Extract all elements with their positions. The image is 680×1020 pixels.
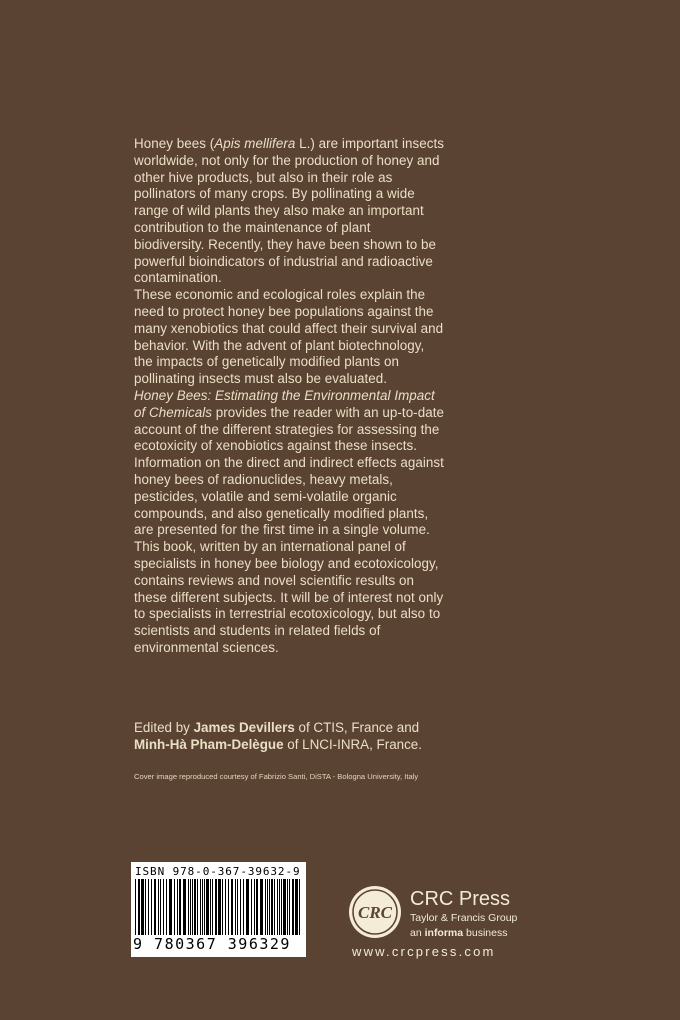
barcode-bar <box>267 879 268 935</box>
barcode-bar <box>240 879 241 935</box>
barcode-bar <box>265 879 266 935</box>
barcode-bar <box>289 879 290 935</box>
barcode-bar <box>243 879 244 935</box>
tag-suffix: business <box>463 927 508 939</box>
barcode-bar <box>190 879 191 935</box>
isbn-label: ISBN 978-0-367-39632-9 <box>135 865 301 878</box>
barcode-bar <box>269 879 270 935</box>
barcode-bar <box>202 879 203 935</box>
barcode-bar <box>274 879 275 935</box>
cover-image-credit: Cover image reproduced courtesy of Fabrizio Santi, DiSTA - Bologna University, Italy <box>134 772 419 781</box>
publisher-tagline <box>410 927 507 939</box>
barcode-bar <box>279 879 280 935</box>
barcode-bar <box>179 879 181 935</box>
barcode-bar <box>260 879 263 935</box>
crc-logo-text: CRC <box>357 903 393 922</box>
barcode-bar <box>215 879 217 935</box>
barcode-bar <box>145 879 146 935</box>
tag-prefix: an <box>410 927 425 939</box>
isbn-barcode <box>131 862 306 957</box>
blurb-p3-rest: provides the reader with an up-to-date account of the different strategies for assessing the ecotoxicity of xenobiotics against these insects. Information on the direct and indirect effects against honey bees of radionuclides, heavy metals, pesticides, volatile and semi-volatile organic compounds, and also genetically modified plants, are presented for the first time in a single volume. <box>134 404 444 538</box>
crc-logo-icon <box>347 884 403 940</box>
editors-mid: of CTIS, France and <box>294 720 420 735</box>
barcode-bar <box>158 879 159 935</box>
barcode-bar <box>194 879 196 935</box>
barcode-bar <box>183 879 186 935</box>
back-cover-blurb <box>134 136 444 657</box>
barcode-bar <box>135 879 136 939</box>
barcode-bar <box>160 879 161 935</box>
barcode-bar <box>222 879 223 935</box>
barcode-bar <box>148 879 149 935</box>
barcode-bar <box>212 879 213 935</box>
blurb-paragraph-3 <box>134 388 444 539</box>
species-name: Apis mellifera <box>214 136 296 151</box>
barcode-bar <box>163 879 164 935</box>
tag-bold: informa <box>424 927 464 939</box>
barcode-bar <box>192 879 193 935</box>
barcode-bar <box>287 879 288 935</box>
barcode-digits: 9 780367 396329 <box>133 935 305 953</box>
barcode-bar <box>246 879 249 935</box>
barcode-bar <box>228 879 229 939</box>
blurb-p1-before: Honey bees ( <box>134 136 215 151</box>
barcode-bar <box>197 879 198 935</box>
barcode-bar <box>138 879 140 939</box>
barcode-bar <box>141 879 144 939</box>
blurb-paragraph-1 <box>134 136 444 287</box>
barcode-bar <box>225 879 226 935</box>
barcode-bar <box>235 879 236 935</box>
editors-credit <box>134 720 454 754</box>
barcode-bar <box>283 879 286 935</box>
editor-2-name: Minh-Hà Pham-Delègue <box>134 736 284 752</box>
barcode-bar <box>271 879 273 935</box>
barcode-bar <box>154 879 156 935</box>
barcode-bars <box>135 879 303 939</box>
barcode-bar <box>251 879 252 935</box>
barcode-bar <box>295 879 298 935</box>
barcode-bar <box>254 879 255 935</box>
barcode-bar <box>166 879 167 935</box>
book-title: Honey Bees: Estimating the Environmental Impact of Chemicals <box>134 387 435 420</box>
barcode-bar <box>218 879 221 935</box>
blurb-paragraph-4: This book, written by an international panel of specialists in honey bee biology and ecotoxicology, contains reviews and novel scientific results on these different subjects. It will be of interest not only to specialists in terrestrial ecotoxicology, but also to scientists and students in related fields of environmental sciences. <box>134 539 444 655</box>
blurb-p1-after: L.) are important insects worldwide, not only for the production of honey and other hive products, but also in their role as pollinators of many crops. By pollinating a wide range of wild plants they also make an important contribution to the maintenance of plant biodiversity. Recently, they have been shown to be powerful bioindicators of industrial and radioactive contamination. <box>134 136 444 286</box>
barcode-bar <box>177 879 178 935</box>
blurb-paragraph-2: These economic and ecological roles explain the need to protect honey bee populations against the many xenobiotics that could affect their survival and behavior. With the advent of plant biotechnology, the impacts of genetically modified plants on pollinating insects must also be evaluated. <box>134 287 444 387</box>
editor-1-name: James Devillers <box>193 720 295 735</box>
publisher-url[interactable]: www.crcpress.com <box>352 944 496 959</box>
barcode-bar <box>277 879 278 935</box>
barcode-bar <box>237 879 238 935</box>
editors-suffix: of LNCI-INRA, France. <box>283 736 422 752</box>
barcode-bar <box>188 879 189 935</box>
barcode-bar <box>299 879 300 935</box>
barcode-bar <box>210 879 211 935</box>
editors-prefix: Edited by <box>134 720 194 735</box>
barcode-bar <box>231 879 233 939</box>
barcode-bar <box>256 879 258 935</box>
barcode-bar <box>174 879 175 935</box>
barcode-bar <box>151 879 152 935</box>
publisher-group: Taylor & Francis Group <box>410 912 518 924</box>
barcode-bar <box>200 879 201 935</box>
barcode-bar <box>281 879 282 935</box>
barcode-bar <box>169 879 172 935</box>
publisher-name: CRC Press <box>410 888 511 910</box>
barcode-bar <box>206 879 209 935</box>
barcode-bar <box>204 879 205 935</box>
barcode-bar <box>292 879 294 935</box>
